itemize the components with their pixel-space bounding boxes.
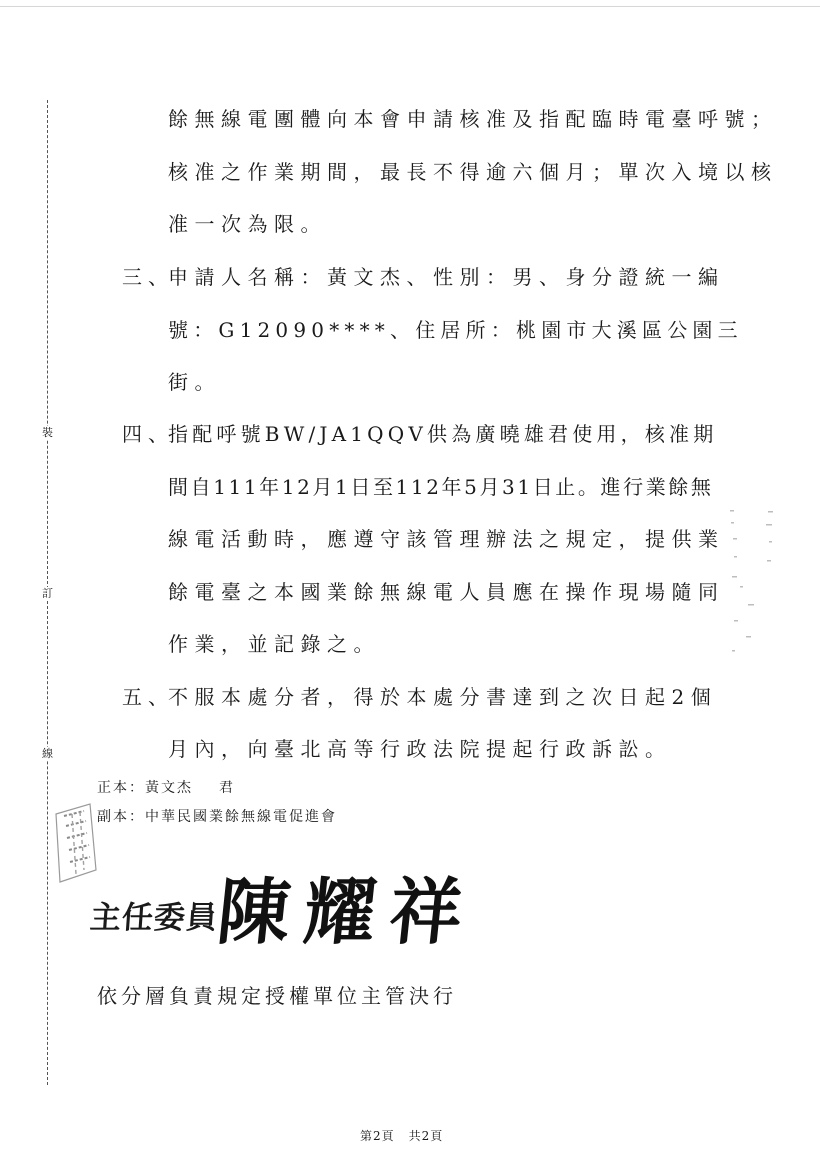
item-number-five: 五、 — [122, 685, 174, 709]
paragraph-line: 作業，並記錄之。 — [168, 632, 380, 656]
paragraph-line: 申請人名稱：黃文杰、性別：男、身分證統一編 — [168, 265, 725, 289]
item-number-four: 四、 — [122, 422, 174, 446]
binding-mark-ding: 訂 — [42, 587, 53, 600]
signatory-title: 主任委員 — [88, 900, 220, 936]
duplicate-copy-line — [97, 808, 337, 826]
original-copy-recipient: 黃文杰 — [145, 780, 193, 796]
total-pages: 共2頁 — [408, 1129, 444, 1143]
top-edge-line — [0, 6, 820, 7]
paragraph-line: 指配呼號BW/JA1QQV供為廣曉雄君使用，核准期 — [168, 422, 718, 446]
current-page: 第2頁 — [360, 1129, 395, 1143]
paragraph-line: 不服本處分者，得於本處分書達到之次日起2個 — [168, 685, 718, 709]
binding-mark-zhuang: 裝 — [42, 426, 53, 439]
original-copy-line — [97, 779, 235, 797]
original-copy-honorific: 君 — [219, 780, 235, 796]
paragraph-line: 餘電臺之本國業餘無線電人員應在操作現場隨同 — [168, 580, 725, 604]
duplicate-copy-recipient: 中華民國業餘無線電促進會 — [145, 809, 337, 825]
paragraph-line: 餘無線電團體向本會申請核准及指配臨時電臺呼號； — [168, 107, 778, 131]
scan-noise — [728, 508, 778, 658]
paragraph-line: 間自111年12月1日至112年5月31日止。進行業餘無 — [168, 475, 714, 499]
original-copy-label: 正本： — [97, 780, 145, 796]
paragraph-line: 線電活動時，應遵守該管理辦法之規定，提供業 — [168, 527, 725, 551]
page-footer — [360, 1127, 443, 1144]
delegation-statement: 依分層負責規定授權單位主管決行 — [97, 984, 457, 1008]
seal-stamp — [50, 800, 98, 886]
paragraph-line: 准一次為限。 — [168, 212, 327, 236]
signatory-name: 陳耀祥 — [213, 869, 481, 954]
item-number-three: 三、 — [122, 265, 174, 289]
duplicate-copy-label: 副本： — [97, 809, 145, 825]
paragraph-line: 號：G12090****、住居所：桃園市大溪區公園三 — [168, 318, 743, 342]
paragraph-line: 核准之作業期間，最長不得逾六個月；單次入境以核 — [168, 160, 778, 184]
paragraph-line: 街。 — [168, 370, 221, 394]
paragraph-line: 月內，向臺北高等行政法院提起行政訴訟。 — [168, 737, 672, 761]
binding-mark-xian: 線 — [42, 747, 53, 760]
